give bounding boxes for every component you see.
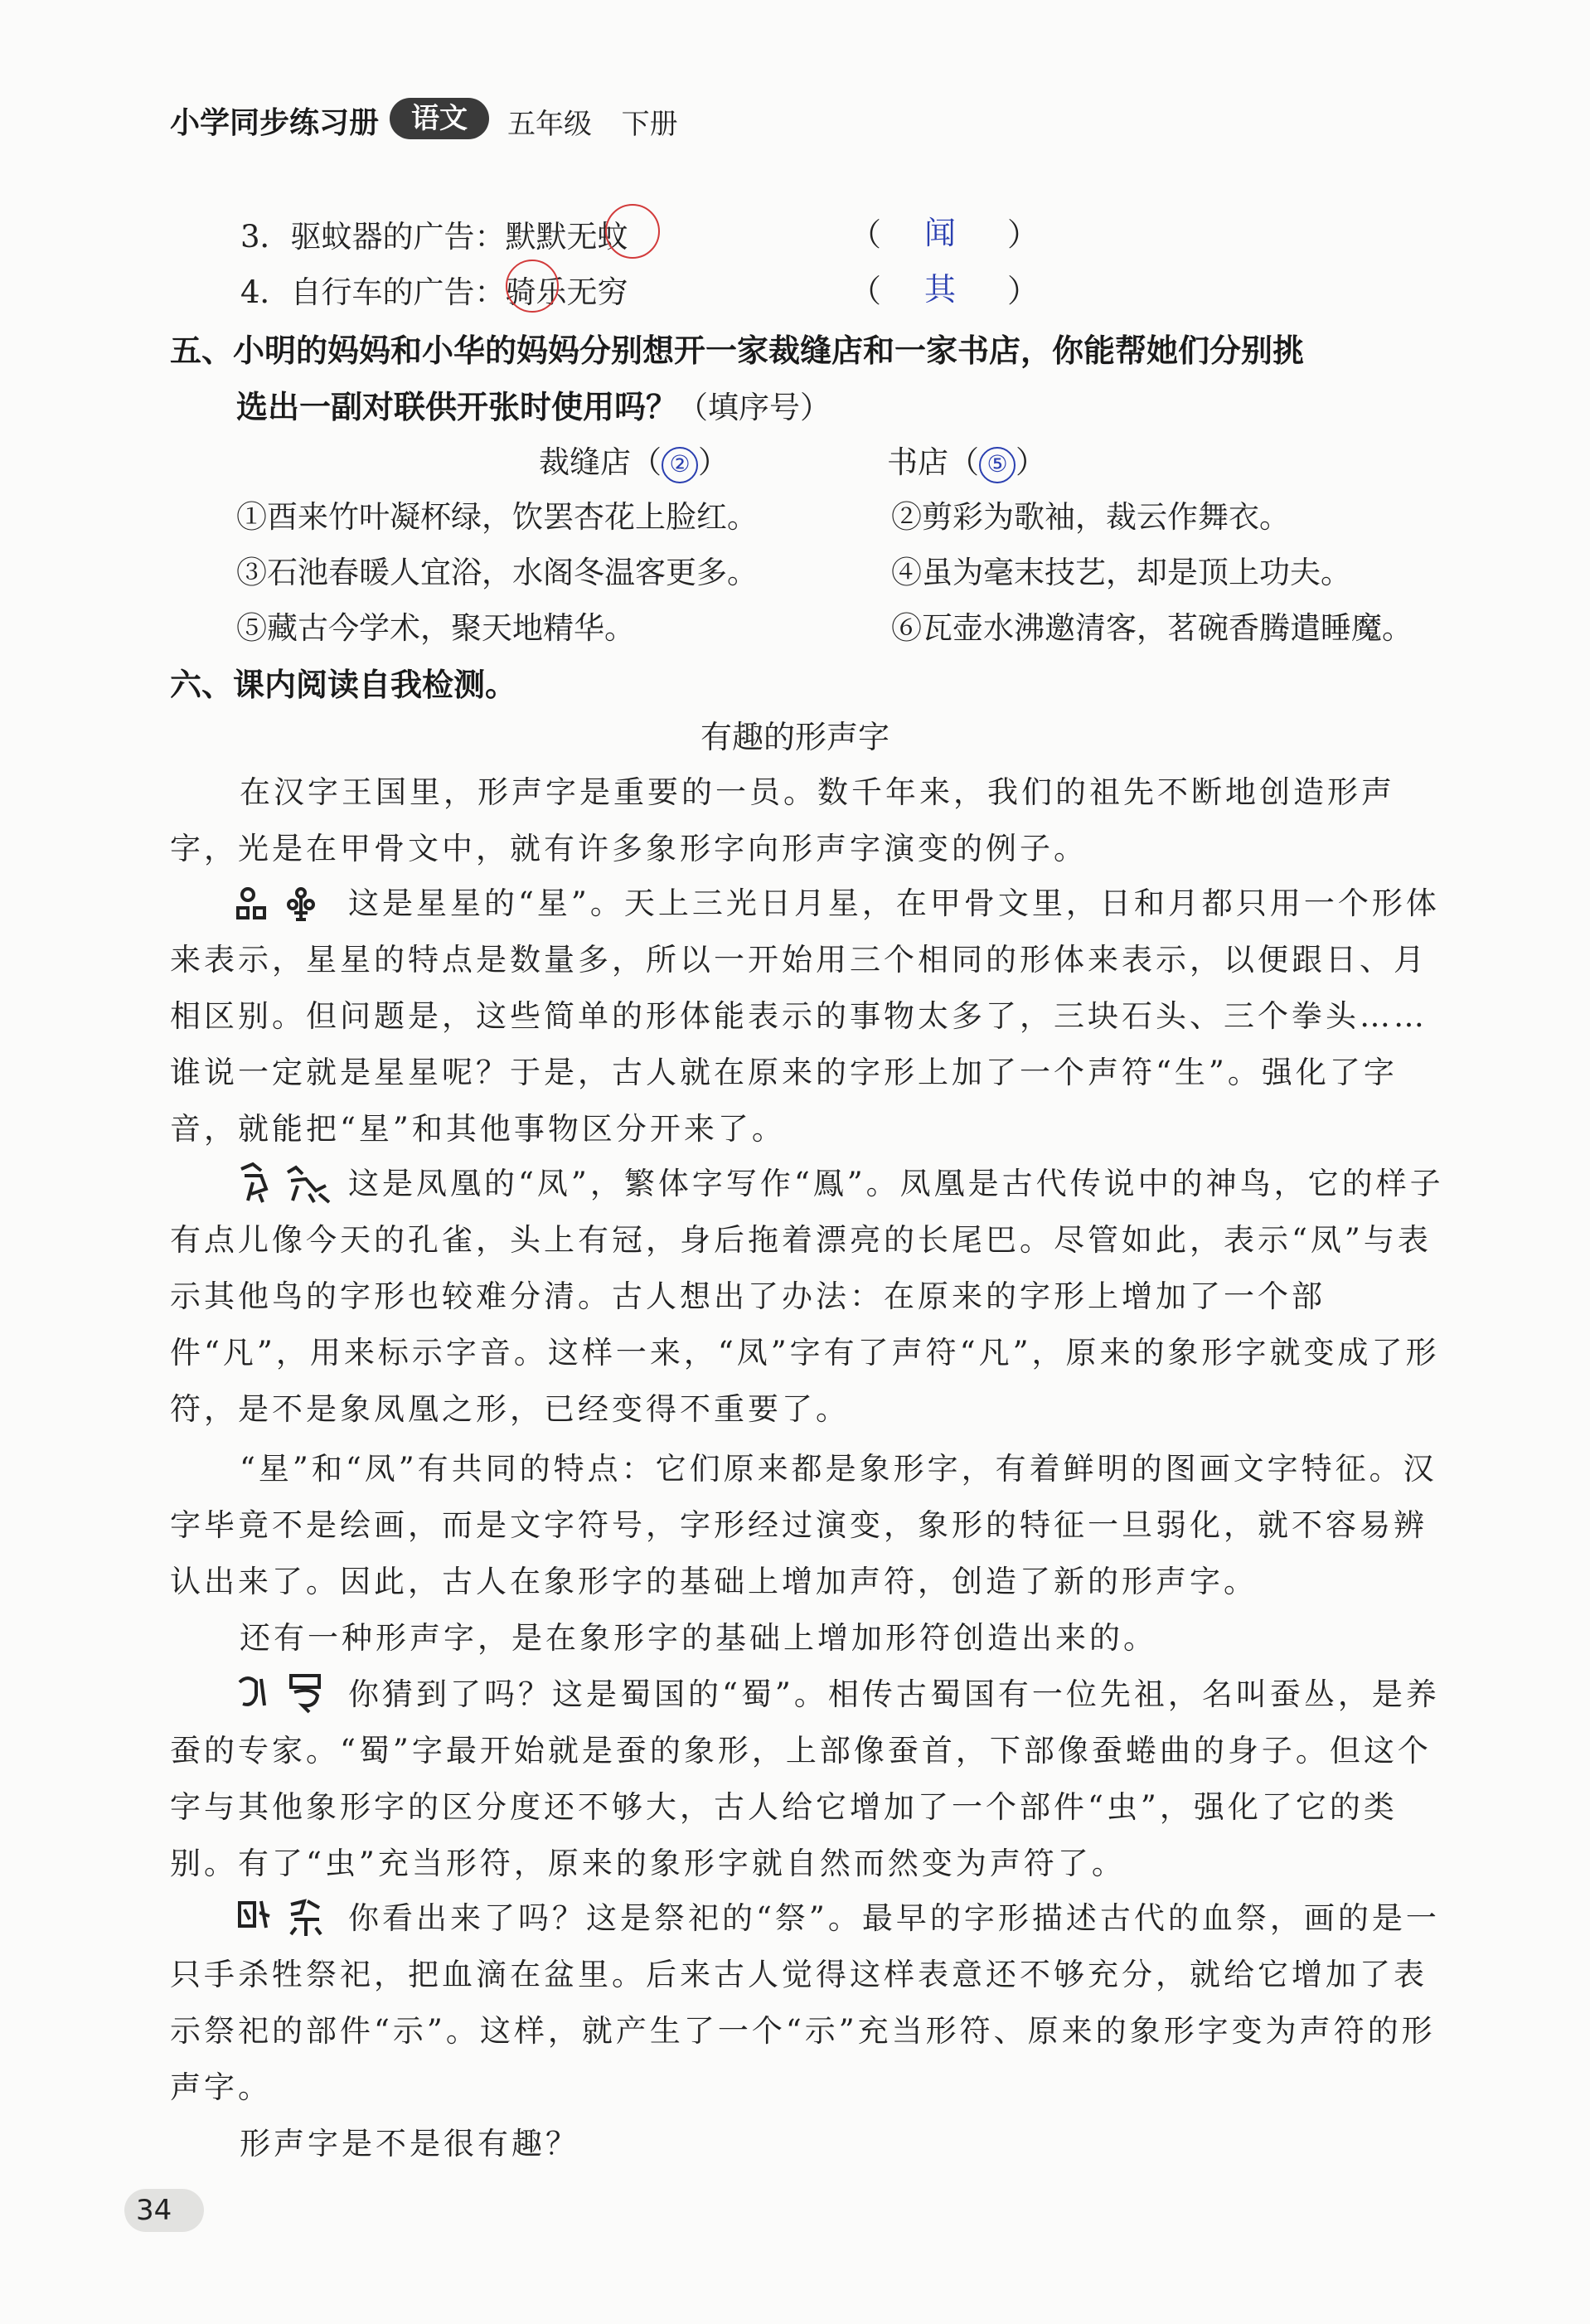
volume: 下册: [621, 108, 678, 141]
section5-title-line1: 五、小明的妈妈和小华的妈妈分别想开一家裁缝店和一家书店，你能帮她们分别挑: [170, 332, 1305, 369]
paragraph-6: 你猜到了吗？这是蜀国的“蜀”。相传古蜀国有一位先祖，名叫蚕丛，是养蚕的专家。“蜀”字最开始就是蚕的象形，上部像蚕首，下部像蚕蜷曲的身子。但这个字与其他象形字的区分度还不够大，古人给它增加了一个部件“虫”，强化了它的类别。有了“虫”充当形符，原来的象形字就自然而然变为声符了。: [170, 1676, 1440, 1881]
book-label: 书店（: [887, 444, 979, 480]
couplet-5: ⑤藏古今学术，聚天地精华。: [236, 610, 635, 646]
page-number: 34: [124, 2189, 204, 2232]
section5-title-line2-text: 选出一副对联供开张时使用吗？: [236, 389, 678, 425]
tailor-shop-answer: [539, 437, 729, 483]
paragraph-3: 这是凤凰的“凤”，繁体字写作“鳯”。凤凰是古代传说中的神鸟，它的样子有点儿像今天的孔雀，头上有冠，身后拖着漂亮的长尾巴。尽管如此，表示“凤”与表示其他鸟的字形也较难分清。古人想出了办法：在原来的字形上增加了一个部件“凡”，用来标示字音。这样一来，“凤”字有了声符“凡”，原来的象形字就变成了形符，是不是象凤凰之形，已经变得不重要了。: [170, 1166, 1444, 1427]
paragraph-4: “星”和“凤”有共同的特点：它们原来都是象形字，有着鲜明的图画文字特征。汉字毕竟不是绘画，而是文字符号，字形经过演变，象形的特征一旦弱化，就不容易辨认出来了。因此，古人在象形字的基础上增加声符，创造了新的形声字。: [170, 1451, 1437, 1599]
bookstore-answer: [887, 437, 1046, 483]
paragraph-5: 还有一种形声字，是在象形字的基础上增加形符创造出来的。: [240, 1620, 1157, 1656]
paragraph-8: 形声字是不是很有趣？: [240, 2126, 579, 2161]
paren-close: ）: [1007, 273, 1040, 309]
ad-item-3: 3．驱蚊器的广告：默默无蚊: [240, 219, 628, 255]
grade: 五年级: [507, 108, 592, 141]
article-title: 有趣的形声字: [700, 719, 890, 755]
subject-badge: 语文: [390, 98, 489, 139]
circle-mark: [605, 204, 660, 259]
tailor-close: ）: [698, 444, 729, 480]
couplet-3: ③石池春暖人宜浴，水阁冬温客更多。: [236, 555, 758, 590]
paragraph-1: 在汉字王国里，形声字是重要的一员。数千年来，我们的祖先不断地创造形声字，光是在甲骨文中，就有许多象形字向形声字演变的例子。: [170, 774, 1395, 866]
tailor-label: 裁缝店（: [539, 444, 662, 480]
section5-hint: （填序号）: [677, 390, 831, 425]
section5-title-line2: [236, 381, 831, 427]
paren-open: （: [850, 273, 882, 309]
couplet-6: ⑥瓦壶水沸邀清客，茗碗香腾遣睡魔。: [891, 610, 1413, 646]
answer-4: 其: [924, 271, 957, 308]
answer-3: 闻: [924, 215, 957, 251]
couplet-1: ①酉来竹叶凝杯绿，饮罢杏花上脸红。: [236, 499, 758, 535]
tailor-answer: ②: [662, 447, 698, 483]
paragraph-2: 这是星星的“星”。天上三光日月星，在甲骨文里，日和月都只用一个形体来表示，星星的特点是数量多，所以一开始用三个相同的形体来表示，以便跟日、月相区别。但问题是，这些简单的形体能表示的事物太多了，三块石头、三个拳头……谁说一定就是星星呢？于是，古人就在原来的字形上加了一个声符“生”。强化了字音，就能把“星”和其他事物区分开来了。: [170, 885, 1440, 1147]
ad-item-4: 4．自行车的广告：骑乐无穷: [240, 274, 628, 310]
paren-open: （: [850, 216, 882, 253]
section6-title: 六、课内阅读自我检测。: [170, 667, 517, 703]
paragraph-7: 你看出来了吗？这是祭祀的“祭”。最早的字形描述古代的血祭，画的是一只手杀牲祭祀，把血滴在盆里。后来古人觉得这样表意还不够充分，就给它增加了表示祭祀的部件“示”。这样，就产生了一个“示”充当形符、原来的象形字变为声符的形声字。: [170, 1900, 1440, 2105]
paren-close: ）: [1007, 216, 1040, 253]
circle-mark: [506, 260, 559, 313]
series-title: 小学同步练习册: [170, 106, 380, 140]
couplet-2: ②剪彩为歌袖，裁云作舞衣。: [891, 499, 1290, 535]
grade-label: [507, 101, 678, 142]
couplet-4: ④虽为毫末技艺，却是顶上功夫。: [891, 555, 1351, 590]
book-answer: ⑤: [979, 447, 1016, 483]
book-close: ）: [1016, 444, 1046, 480]
